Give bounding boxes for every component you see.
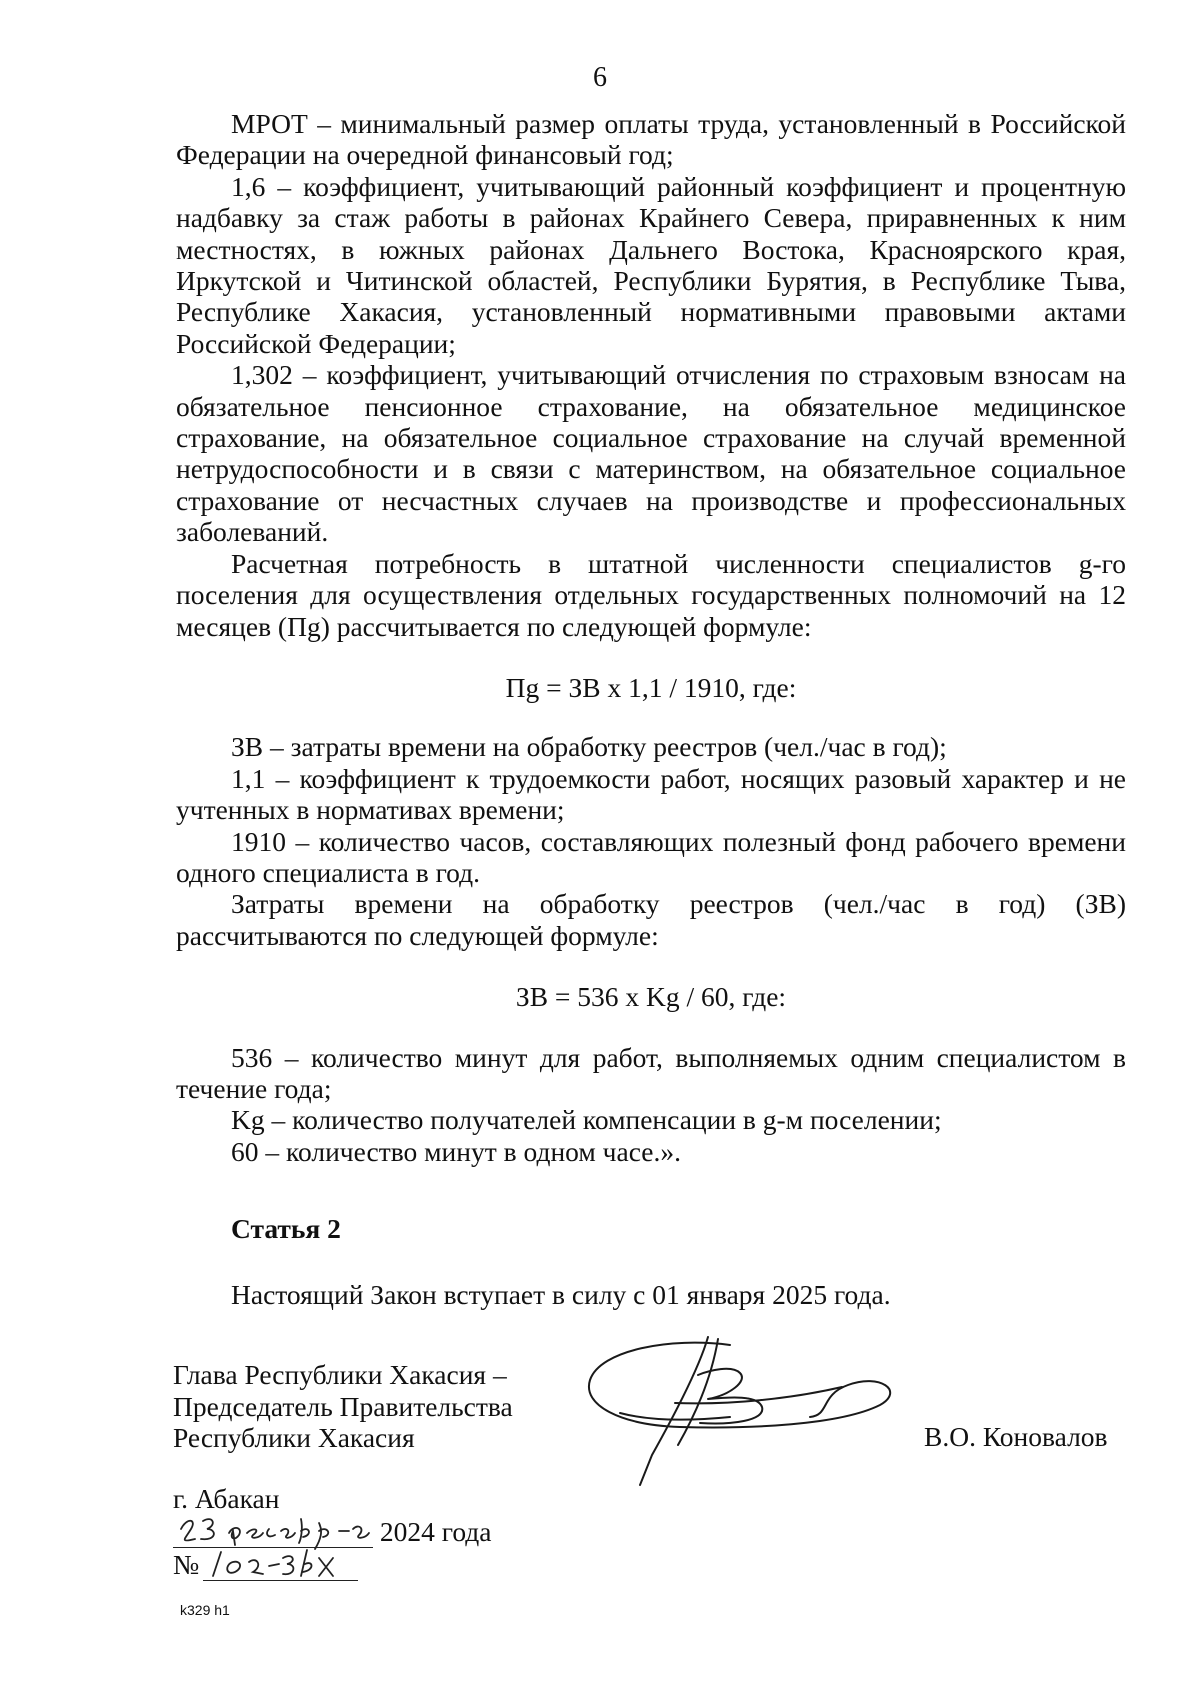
signatory-name: В.О. Коновалов (924, 1421, 1108, 1452)
place: г. Абакан (173, 1483, 280, 1514)
formula-zv: ЗВ = 536 х Kg / 60, где: (515, 981, 787, 1013)
paragraph-60: 60 – количество минут в одном часе.». (231, 1135, 681, 1167)
handwritten-signature (580, 1325, 910, 1505)
footer-code: k329 h1 (180, 1602, 230, 1618)
signatory-title (173, 1359, 513, 1454)
formula-pg: Пg = ЗВ х 1,1 / 1910, где: (505, 671, 797, 703)
paragraph-536: 536 – количество минут для работ, выполняемых одним специалистом в течение года; (176, 1041, 1126, 1104)
signatory-title-line: Глава Республики Хакасия – (173, 1359, 507, 1390)
handwritten-number (203, 1550, 358, 1581)
paragraph-zv: ЗВ – затраты времени на обработку реестров (чел./час в год); (231, 731, 947, 763)
paragraph-mrot: МРОТ – минимальный размер оплаты труда, установленный в Российской Федерации на очередной финансовый год; (176, 108, 1126, 171)
paragraph-kg: Kg – количество получателей компенсации в g-м поселении; (231, 1104, 942, 1136)
paragraph-staff-need: Расчетная потребность в штатной численности специалистов g-го поселения для осуществления отдельных государственных полномочий на 12 месяцев (Пg) рассчитывается по следующей формуле: (176, 547, 1126, 642)
paragraph-1910: 1910 – количество часов, составляющих полезный фонд рабочего времени одного специалиста в год. (176, 825, 1126, 888)
document-body (176, 108, 1126, 1310)
number-sign: № (173, 1549, 200, 1580)
article-heading: Статья 2 (231, 1213, 341, 1245)
paragraph-coef-1-1: 1,1 – коэффициент к трудоемкости работ, носящих разовый характер и не учтенных в нормативах времени; (176, 762, 1126, 826)
number-row (173, 1548, 492, 1581)
page-number: 6 (593, 62, 607, 93)
paragraph-coef-1-6: 1,6 – коэффициент, учитывающий районный коэффициент и процентную надбавку за стаж работы в районах Крайнего Севера, приравненных к ним местностях, в южных районах Дальнего Востока, Красноярского края, Иркутской и Читинской областей, Республики Бурятия, в Республике Тыва, Республике Хакасия, установленный нормативными правовыми актами Российской Федерации; (176, 170, 1126, 359)
paragraph-time-costs: Затраты времени на обработку реестров (чел./час в год) (ЗВ) рассчитываются по следующей формуле: (176, 888, 1126, 951)
signatory-title-line: Республики Хакасия (173, 1422, 415, 1453)
year-text: 2024 года (379, 1516, 492, 1547)
signatory-title-line: Председатель Правительства (173, 1390, 513, 1422)
place-date-number (173, 1482, 492, 1581)
paragraph-coef-1-302: 1,302 – коэффициент, учитывающий отчисления по страховым взносам на обязательное пенсионное страхование, на обязательное медицинское страхование, на обязательное социальное страхование на случай временной нетрудоспособности и в связи с материнством, на обязательное социальное страхование от несчастных случаев на производстве и профессиональных заболеваний. (176, 359, 1126, 548)
effective-date-text: Настоящий Закон вступает в силу с 01 января 2025 года. (231, 1278, 891, 1310)
